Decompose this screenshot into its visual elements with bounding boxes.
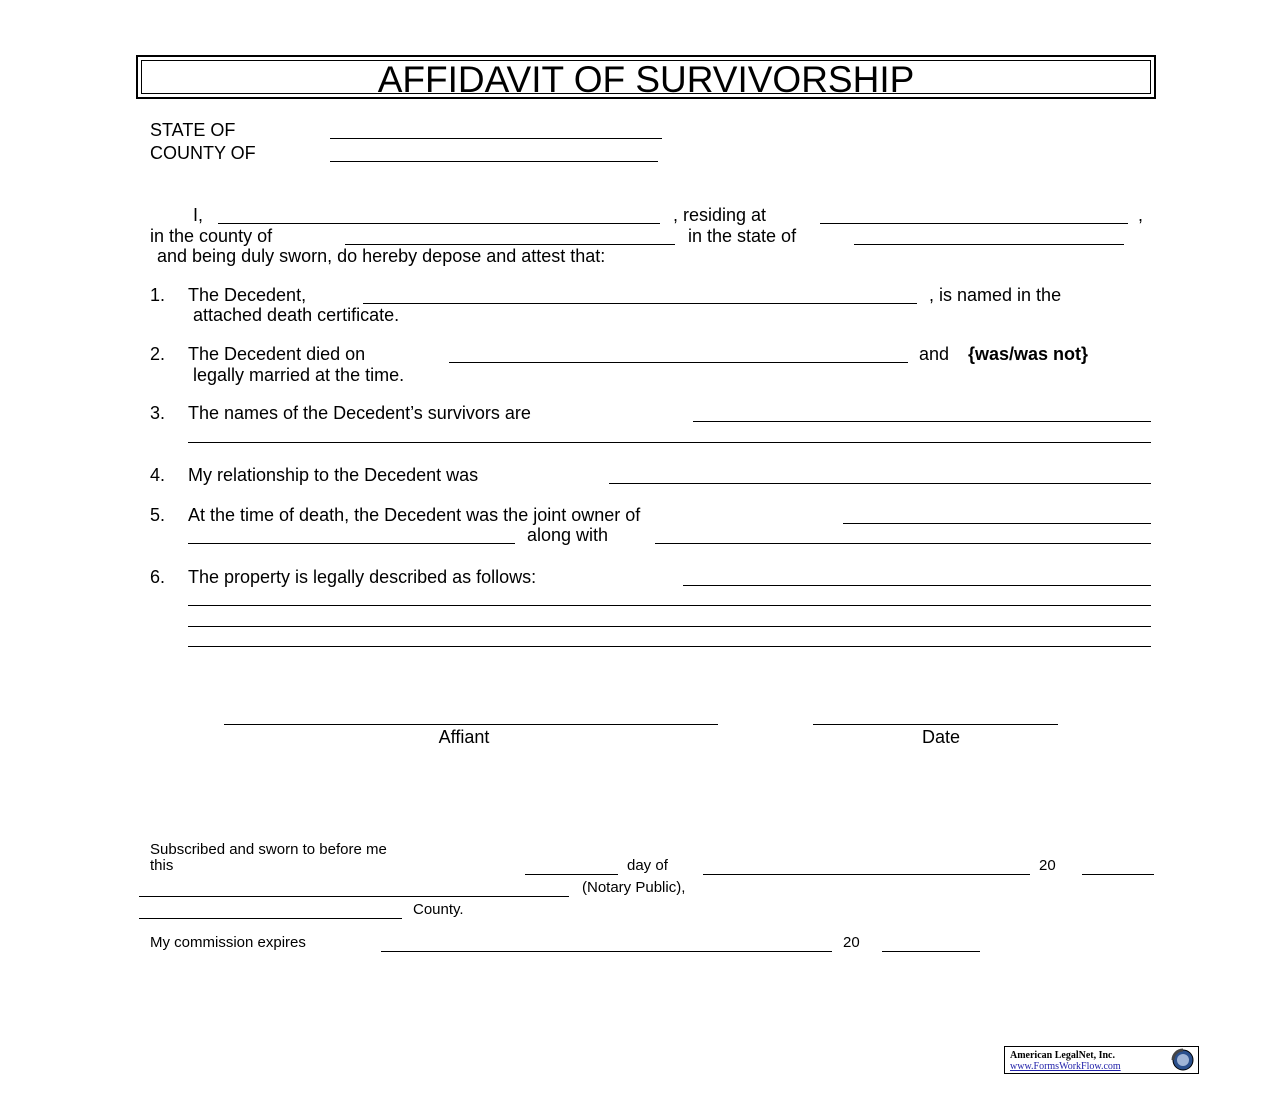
item3-number: 3.: [150, 403, 166, 423]
item6-text: The property is legally described as follows:: [188, 567, 537, 587]
property-description-field-2[interactable]: [188, 587, 1151, 606]
intro-residing-at: , residing at: [673, 205, 767, 225]
item4-text: My relationship to the Decedent was: [188, 465, 479, 485]
commission-year-field[interactable]: [882, 934, 980, 952]
item2-number: 2.: [150, 344, 166, 364]
notary-county-label: County.: [413, 901, 464, 918]
relationship-field[interactable]: [609, 465, 1151, 484]
item2-text-c: legally married at the time.: [193, 365, 405, 385]
notary-name-field[interactable]: [139, 879, 569, 897]
notary-year-field[interactable]: [1082, 857, 1154, 875]
intro-i: I,: [193, 205, 204, 225]
item5-text-b: along with: [527, 525, 609, 545]
state-of-field[interactable]: [330, 120, 662, 139]
state-of-label: STATE OF: [150, 120, 236, 140]
item1-text-a: The Decedent,: [188, 285, 307, 305]
page-title: AFFIDAVIT OF SURVIVORSHIP: [141, 60, 1151, 94]
affiant-label: Affiant: [438, 727, 490, 747]
commission-date-field[interactable]: [381, 934, 832, 952]
publisher-name: American LegalNet, Inc.: [1010, 1050, 1115, 1061]
property-description-field-3[interactable]: [188, 608, 1151, 627]
county-of-label: COUNTY OF: [150, 143, 256, 163]
survivors-field-1[interactable]: [693, 403, 1151, 422]
property-description-field-4[interactable]: [188, 628, 1151, 647]
death-date-field[interactable]: [449, 344, 908, 363]
item5-text-a: At the time of death, the Decedent was the joint owner of: [188, 505, 641, 525]
item6-number: 6.: [150, 567, 166, 587]
title-box: [136, 55, 1156, 99]
signature-date-field[interactable]: [813, 706, 1058, 725]
intro-county-label: in the county of: [150, 226, 273, 246]
notary-day-field[interactable]: [525, 857, 618, 875]
notary-subscribed: Subscribed and sworn to before me: [150, 841, 387, 858]
globe-icon: [1170, 1048, 1194, 1072]
item3-text: The names of the Decedent’s survivors are: [188, 403, 531, 423]
intro-state-field[interactable]: [854, 226, 1124, 245]
commission-label: My commission expires: [150, 934, 306, 951]
publisher-badge: [1004, 1046, 1199, 1074]
item1-number: 1.: [150, 285, 166, 305]
commission-twenty: 20: [843, 934, 860, 951]
county-of-field[interactable]: [330, 143, 658, 162]
property-description-field-1[interactable]: [683, 567, 1151, 586]
item4-number: 4.: [150, 465, 166, 485]
affiant-name-field[interactable]: [218, 205, 660, 224]
residence-field[interactable]: [820, 205, 1128, 224]
joint-property-field-2[interactable]: [188, 525, 515, 544]
decedent-name-field[interactable]: [363, 285, 917, 304]
notary-month-field[interactable]: [703, 857, 1030, 875]
notary-public-label: (Notary Public),: [582, 879, 686, 896]
item5-number: 5.: [150, 505, 166, 525]
intro-sworn: and being duly sworn, do hereby depose and attest that:: [157, 246, 606, 266]
intro-state-label: in the state of: [688, 226, 797, 246]
item1-text-c: attached death certificate.: [193, 305, 400, 325]
item2-marital-option: {was/was not}: [968, 344, 1089, 364]
intro-comma: ,: [1138, 205, 1144, 225]
date-label: Date: [921, 727, 961, 747]
notary-this: this: [150, 857, 174, 874]
publisher-url[interactable]: www.FormsWorkFlow.com: [1010, 1061, 1121, 1072]
notary-county-field[interactable]: [139, 901, 402, 919]
notary-twenty: 20: [1039, 857, 1056, 874]
item2-text-b: and: [919, 344, 950, 364]
joint-property-field[interactable]: [843, 505, 1151, 524]
survivors-field-2[interactable]: [188, 424, 1151, 443]
intro-county-field[interactable]: [345, 226, 675, 245]
item1-text-b: , is named in the: [929, 285, 1062, 305]
notary-day-of: day of: [627, 857, 668, 874]
joint-owner-field[interactable]: [655, 525, 1151, 544]
item2-text-a: The Decedent died on: [188, 344, 366, 364]
affiant-signature-field[interactable]: [224, 706, 718, 725]
